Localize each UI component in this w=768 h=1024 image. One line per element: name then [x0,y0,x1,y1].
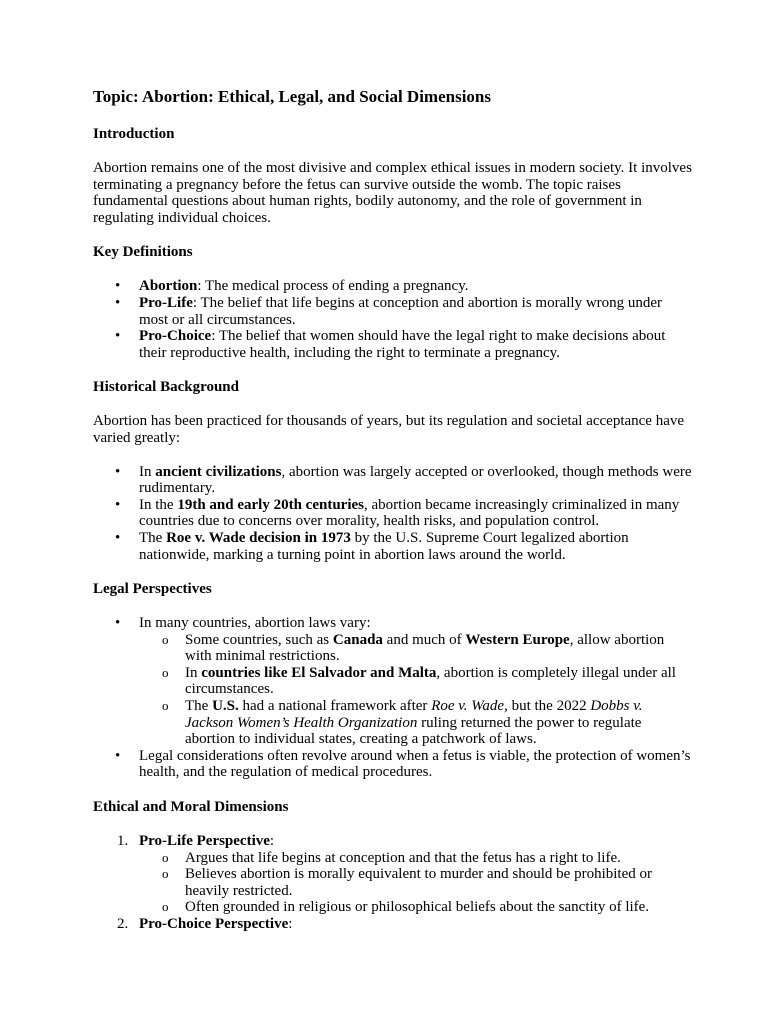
legal-text: ruling returned the power to regulate abortion to individual states, creating a patchwork of laws. [185,714,642,748]
ethics-item-colon: : [288,916,293,932]
definition-text: : The belief that women should have the legal right to make decisions about their reproductive health, including the right to terminate a pregnancy. [139,328,666,361]
legal-heading: Legal Perspectives [93,581,212,598]
ethics-subitem: o Believes abortion is morally equivalent to murder and should be prohibited or heavily restricted. [185,866,693,899]
legal-sublist [139,632,693,748]
ethics-item [117,833,693,916]
legal-item [139,615,693,748]
ethics-item-label: Pro-Life Perspective [139,833,270,850]
legal-item [139,748,693,781]
definition-item [139,295,693,328]
introduction-heading: Introduction [93,126,175,142]
ethics-subitem: o Often grounded in religious or philosophical beliefs about the sanctity of life. [185,899,693,916]
legal-subitem [185,632,693,665]
history-text: In [139,463,156,480]
legal-emphasis: Canada [332,631,383,648]
legal-case-name: Dobbs v. Jackson Women’s Health Organization [185,698,643,731]
ethics-item-number: 1. [117,833,129,850]
definitions-heading: Key Definitions [93,244,193,261]
legal-emphasis: countries like El Salvador and Malta [201,664,437,681]
history-emphasis: 19th and early 20th centuries [177,496,364,513]
legal-text: , abortion is completely illegal under all circumstances. [185,664,676,698]
ethics-item [117,916,693,933]
introduction-paragraph: Abortion remains one of the most divisive and complex ethical issues in modern society. It involves terminating a pregnancy before the fetus can survive outside the womb. The topic raises fundamental questions about human rights, bodily autonomy, and the role of government in regulating individual choices. [93,160,692,226]
definition-term: Abortion [139,278,198,295]
history-text: , abortion became increasingly criminalized in many countries due to concerns over morality, health risks, and population control. [139,496,680,530]
ethics-subitem: o Argues that life begins at conception and that the fetus has a right to life. [185,850,693,867]
history-text: The [139,529,167,546]
history-intro: Abortion has been practiced for thousands of years, but its regulation and societal acceptance have varied greatly: [93,413,685,446]
definition-item [139,328,693,361]
definition-text: : The medical process of ending a pregnancy. [197,278,469,295]
definitions-list [93,278,693,361]
definition-term: Pro-Life [139,294,193,311]
legal-item-text: In many countries, abortion laws vary: [139,615,371,632]
ethics-heading: Ethical and Moral Dimensions [93,799,289,816]
legal-text: and much of [382,631,466,648]
legal-case-name: Roe v. Wade [431,698,505,715]
definition-term: Pro-Choice [139,328,212,345]
history-emphasis: ancient civilizations [155,463,282,480]
legal-list [93,615,693,781]
legal-text: The [185,698,213,715]
legal-subitem [185,665,693,698]
legal-text: Some countries, such as [185,631,333,648]
legal-emphasis: Western Europe [465,631,570,648]
ethics-list [93,833,693,933]
legal-emphasis: U.S. [212,698,239,715]
history-item [139,530,693,563]
ethics-item-colon: : [269,833,275,850]
history-text: , abortion was largely accepted or overlooked, though methods were rudimentary. [139,463,692,497]
legal-item-text: Legal considerations often revolve around when a fetus is viable, the protection of women’s health, and the regulation of medical procedures. [139,747,691,781]
legal-text: In [185,664,202,681]
history-text: In the [139,496,178,513]
definition-item [139,278,693,295]
history-emphasis: Roe v. Wade decision in 1973 [166,529,351,546]
legal-text: , but the 2022 [504,698,591,715]
ethics-item-number: 2. [117,916,129,932]
ethics-item-label: Pro-Choice Perspective [139,916,289,932]
history-list [93,464,693,564]
history-heading: Historical Background [93,379,239,396]
definition-text: : The belief that life begins at conception and abortion is morally wrong under most or all circumstances. [139,294,663,328]
document-title: Topic: Abortion: Ethical, Legal, and Social Dimensions [93,87,491,106]
legal-text: , allow abortion with minimal restrictions. [185,631,665,665]
history-item [139,464,693,497]
history-item [139,497,693,530]
legal-text: had a national framework after [238,698,432,715]
legal-subitem [185,698,693,748]
history-text: by the U.S. Supreme Court legalized abortion nationwide, marking a turning point in abortion laws around the world. [139,529,629,563]
document-page [93,86,693,933]
ethics-sublist [139,850,693,916]
